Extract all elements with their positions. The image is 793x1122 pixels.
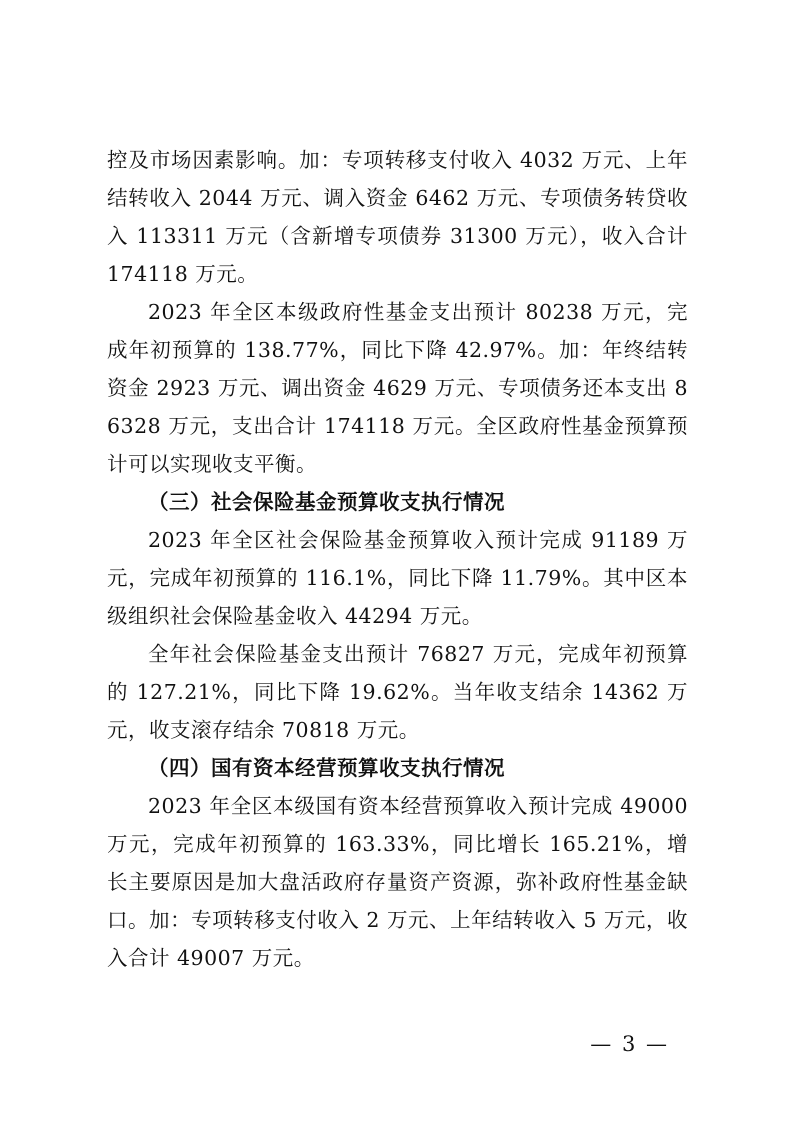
page-number: — 3 —: [590, 1032, 669, 1056]
paragraph-state-capital-revenue: 2023 年全区本级国有资本经营预算收入预计完成 49000 万元，完成年初预算的 163.33%，同比增长 165.21%，增长主要原因是加大盘活政府存量资产资源，弥补政府性基金缺口。加：专项转移支付收入 2 万元、上年结转收入 5 万元，收入合计 49007 万元。: [107, 794, 688, 970]
paragraph-fund-revenue-continued: 控及市场因素影响。加：专项转移支付收入 4032 万元、上年结转收入 2044 万元、调入资金 6462 万元、专项债务转贷收入 113311 万元（含新增专项债券 31300 万元），收入合计 174118 万元。: [107, 148, 688, 286]
paragraph-social-insurance-expenditure: 全年社会保险基金支出预计 76827 万元，完成年初预算的 127.21%，同比下降 19.62%。当年收支结余 14362 万元，收支滚存结余 70818 万元。: [107, 642, 688, 742]
paragraph-social-insurance-revenue: 2023 年全区社会保险基金预算收入预计完成 91189 万元，完成年初预算的 116.1%，同比下降 11.79%。其中区本级组织社会保险基金收入 44294 万元。: [107, 528, 688, 628]
section-heading-state-capital: （四）国有资本经营预算收支执行情况: [148, 756, 505, 780]
document-body: [107, 141, 688, 977]
section-heading-social-insurance: （三）社会保险基金预算收支执行情况: [148, 490, 505, 514]
paragraph-fund-expenditure: 2023 年全区本级政府性基金支出预计 80238 万元，完成年初预算的 138.77%，同比下降 42.97%。加：年终结转资金 2923 万元、调出资金 4629 万元、专项债务还本支出 86328 万元，支出合计 174118 万元。全区政府性基金预算预计可以实现收支平衡。: [107, 300, 688, 476]
